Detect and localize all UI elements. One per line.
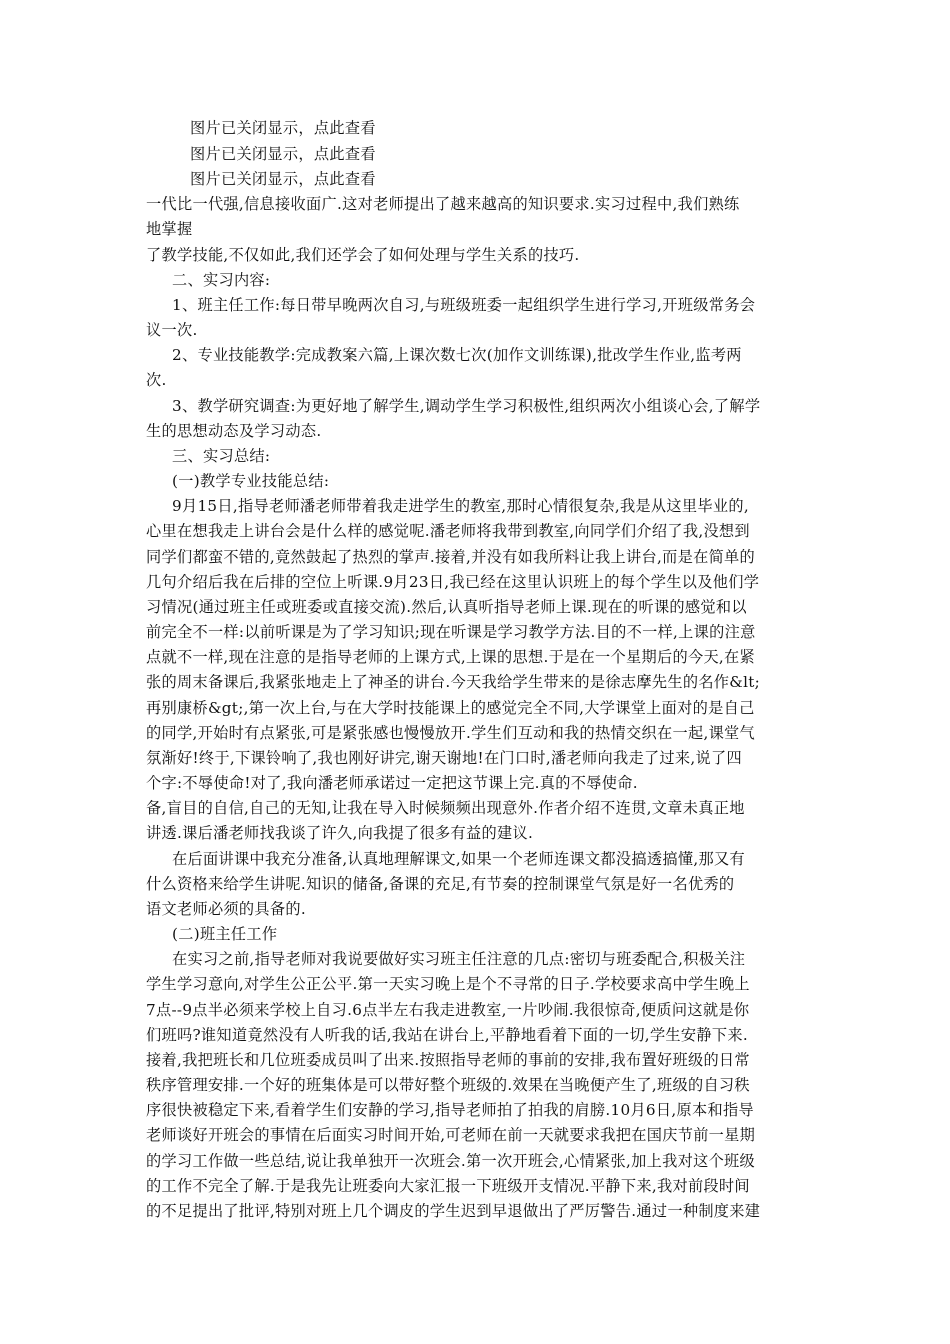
body-text-line: 7点--9点半必须来学校上自习.6点半左右我走进教室,一片吵闹.我很惊奇,便质问这就是你: [146, 1001, 750, 1019]
body-text-line: 地掌握: [146, 220, 193, 238]
body-text-line: 的工作不完全了解.于是我先让班委向大家汇报一下班级开支情况.平静下来,我对前段时间: [146, 1177, 750, 1195]
body-text-line: 个字:不辱使命!对了,我向潘老师承诺过一定把这节课上完.真的不辱使命.: [146, 774, 638, 792]
body-text-line: 张的周末备课后,我紧张地走上了神圣的讲台.今天我给学生带来的是徐志摩先生的名作&lt;: [146, 673, 761, 691]
body-text-line: 学生学习意向,对学生公正公平.第一天实习晚上是个不寻常的日子.学校要求高中学生晚上: [146, 975, 750, 993]
body-text-line: 议一次.: [146, 321, 198, 339]
body-text-line: 老师谈好开班会的事情在后面实习时间开始,可老师在前一天就要求我把在国庆节前一星期: [146, 1126, 756, 1144]
body-text-line: 心里在想我走上讲台会是什么样的感觉呢.潘老师将我带到教室,向同学们介绍了我,没想到: [146, 522, 750, 540]
body-text-line: 了教学技能,不仅如此,我们还学会了如何处理与学生关系的技巧.: [146, 246, 580, 264]
image-placeholder-link[interactable]: 图片已关闭显示，点此查看: [190, 145, 376, 163]
body-text-line: 次.: [146, 371, 167, 389]
section-heading: 二、实习内容:: [172, 271, 271, 289]
image-placeholder-link[interactable]: 图片已关闭显示，点此查看: [190, 170, 376, 188]
body-text-line: 习情况(通过班主任或班委或直接交流).然后,认真听指导老师上课.现在的听课的感觉和以: [146, 598, 747, 616]
body-text-line: 3、教学研究调查:为更好地了解学生,调动学生学习积极性,组织两次小组谈心会,了解学: [172, 397, 761, 415]
body-text-line: 点就不一样,现在注意的是指导老师的上课方式,上课的思想.于是在一个星期后的今天,在紧: [146, 648, 756, 666]
image-placeholder-link[interactable]: 图片已关闭显示，点此查看: [190, 119, 376, 137]
body-text-line: 讲透.课后潘老师找我谈了许久,向我提了很多有益的建议.: [146, 824, 534, 842]
body-text-line: 的学习工作做一些总结,说让我单独开一次班会.第一次开班会,心情紧张,加上我对这个班级: [146, 1152, 756, 1170]
body-text-line: 的不足提出了批评,特别对班上几个调皮的学生迟到早退做出了严厉警告.通过一种制度来建: [146, 1202, 761, 1220]
body-text-line: 们班吗?谁知道竟然没有人听我的话,我站在讲台上,平静地看着下面的一切,学生安静下来.: [146, 1026, 748, 1044]
body-text-line: 前完全不一样:以前听课是为了学习知识;现在听课是学习教学方法.目的不一样,上课的注意: [146, 623, 756, 641]
body-text-line: 秩序管理安排.一个好的班集体是可以带好整个班级的.效果在当晚便产生了,班级的自习秩: [146, 1076, 750, 1094]
body-text-line: 氛渐好!终于,下课铃响了,我也刚好讲完,谢天谢地!在门口时,潘老师向我走了过来,说了四: [146, 749, 742, 767]
body-text-line: 语文老师必须的具备的.: [146, 900, 307, 918]
body-text-line: 再别康桥&gt;,第一次上台,与在大学时技能课上的感觉完全不同,大学课堂上面对的是自己: [146, 699, 755, 717]
body-text-line: 在后面讲课中我充分准备,认真地理解课文,如果一个老师连课文都没搞透搞懂,那又有: [172, 850, 745, 868]
body-text-line: 备,盲目的自信,自己的无知,让我在导入时候频频出现意外.作者介绍不连贯,文章未真正地: [146, 799, 745, 817]
body-text-line: 接着,我把班长和几位班委成员叫了出来.按照指导老师的事前的安排,我布置好班级的日常: [146, 1051, 750, 1069]
body-text-line: 9月15日,指导老师潘老师带着我走进学生的教室,那时心情很复杂,我是从这里毕业的,: [172, 497, 749, 515]
body-text-line: 什么资格来给学生讲呢.知识的储备,备课的充足,有节奏的控制课堂气氛是好一名优秀的: [146, 875, 735, 893]
body-text-line: 序很快被稳定下来,看着学生们安静的学习,指导老师拍了拍我的肩膀.10月6日,原本和指导: [146, 1101, 754, 1119]
subsection-heading: (二)班主任工作: [172, 925, 278, 943]
body-text-line: 1、班主任工作:每日带早晚两次自习,与班级班委一起组织学生进行学习,开班级常务会: [172, 296, 756, 314]
body-text-line: 2、专业技能教学:完成教案六篇,上课次数七次(加作文训练课),批改学生作业,监考两: [172, 346, 742, 364]
body-text-line: 的同学,开始时有点紧张,可是紧张感也慢慢放开.学生们互动和我的热情交织在一起,课堂气: [146, 724, 756, 742]
body-text-line: 一代比一代强,信息接收面广.这对老师提出了越来越高的知识要求.实习过程中,我们熟练: [146, 195, 740, 213]
body-text-line: 生的思想动态及学习动态.: [146, 422, 322, 440]
body-text-line: 同学们都蛮不错的,竟然鼓起了热烈的掌声.接着,并没有如我所料让我上讲台,而是在简单的: [146, 548, 756, 566]
body-text-line: 几句介绍后我在后排的空位上听课.9月23日,我已经在这里认识班上的每个学生以及他们学: [146, 573, 760, 591]
subsection-heading: (一)教学专业技能总结:: [172, 472, 330, 490]
body-text-line: 在实习之前,指导老师对我说要做好实习班主任注意的几点:密切与班委配合,积极关注: [172, 950, 746, 968]
section-heading: 三、实习总结:: [172, 447, 271, 465]
